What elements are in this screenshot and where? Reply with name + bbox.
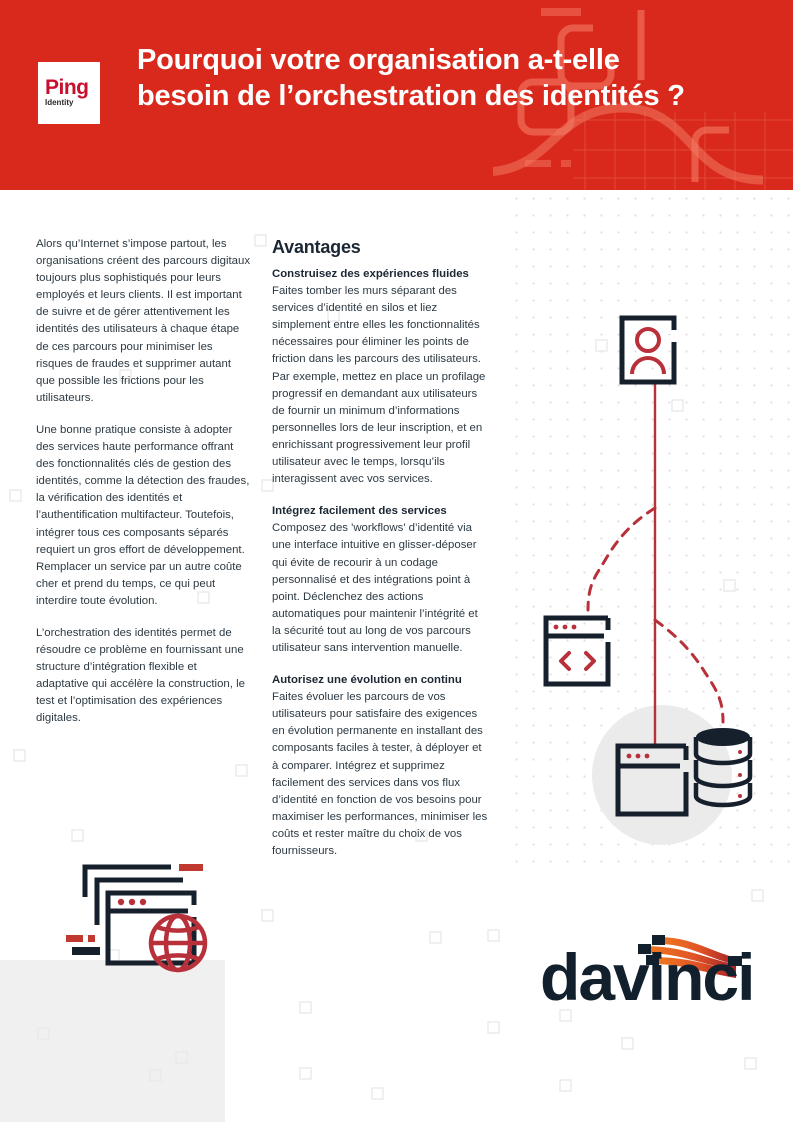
middle-column <box>272 236 488 860</box>
diagram-connector-database <box>655 620 723 722</box>
benefit-body: Composez des 'workflows' d’identité via une interface intuitive en glisser-déposer qui évite de recourir à un codage personnalisé et des intégrations point à point. Déclenchez des actions automatiques pour maintenir l’intégrité et la sécurité tout au long de vos parcours utilisateur sans intervention manuelle. <box>272 522 478 654</box>
left-column <box>36 236 251 728</box>
section-heading-avantages: Avantages <box>272 237 361 257</box>
intro-paragraph-2: Une bonne pratique consiste à adopter des services haute performance offrant des fonctionnalités clés de gestion des identités, comme la détection des fraudes, la vérification des identités et l’authentification multifacteur. Toutefois, intégrer tous ces composants séparés requiert un gros effort de développement. Remplacer un service par un autre coûte cher et prend du temps, ce qui peut interdire toute évolution. <box>36 423 250 607</box>
davinci-logo <box>540 920 775 1010</box>
intro-paragraph-3: L’orchestration des identités permet de résoudre ce problème en fournissant une structure d’intégration flexible et adaptative qui accélère la construction, le test et l’optimisation des expériences digitales. <box>36 626 245 725</box>
benefit-body: Faites évoluer les parcours de vos utilisateurs pour satisfaire des exigences en évolution permanente en installant des composants faciles à tester, à déployer et à comparer. Intégrez et supprimez facilement des services dans vos flux d’identité en fonction de vos besoins pour maximiser les performances, minimiser les coûts et rester maître du choix de vos fournisseurs. <box>272 691 488 857</box>
ping-identity-logo <box>38 62 100 124</box>
benefit-lead: Construisez des expériences fluides <box>272 268 469 280</box>
intro-text-block <box>36 236 251 728</box>
page-title: Pourquoi votre organisation a-t-elle besoin de l’orchestration des identités ? <box>137 44 685 112</box>
user-avatar-icon <box>622 318 674 382</box>
ping-logo-word: Ping <box>45 76 89 99</box>
code-window-icon <box>546 618 608 684</box>
benefit-item <box>272 503 488 657</box>
benefit-lead: Intégrez facilement des services <box>272 505 447 518</box>
benefit-body: Faites tomber les murs séparant des services d’identité en silos et liez simplement entre elles les fonctionnalités nécessaires pour éliminer les points de friction dans les parcours des utilisateurs. Par exemple, mettez en place un profilage progressif en demandant aux utilisateurs de fournir un minimum d’informations personnelles lors de leur inscription, et en enrichissant progressivement leur profil utilisateur avec le temps, lorsqu’ils interagissent avec vos services. <box>272 285 486 486</box>
benefit-item <box>272 266 488 488</box>
intro-paragraph-1: Alors qu’Internet s’impose partout, les organisations créent des parcours digitaux toujours plus sophistiqués pour leurs employés et leurs clients. Il est important de suivre et de gérer attentivement les identités des utilisateurs à chaque étape de ces parcours pour minimiser les risques de fraudes et supprimer autant que possible les frictions pour les utilisateurs. <box>36 238 251 404</box>
benefit-lead: Autorisez une évolution en continu <box>272 674 462 687</box>
ping-logo-subtext: Identity <box>45 98 74 107</box>
page-header <box>0 0 793 190</box>
browser-window-icon <box>618 746 686 814</box>
background-gray-block <box>0 960 225 1122</box>
diagram-connector-code <box>588 508 655 610</box>
orchestration-diagram <box>508 190 793 870</box>
benefit-item <box>272 672 488 860</box>
database-icon <box>696 728 750 805</box>
benefits-list <box>272 266 488 860</box>
davinci-wordmark: davinci <box>540 940 754 1010</box>
stacked-browser-windows-illustration <box>55 855 230 980</box>
